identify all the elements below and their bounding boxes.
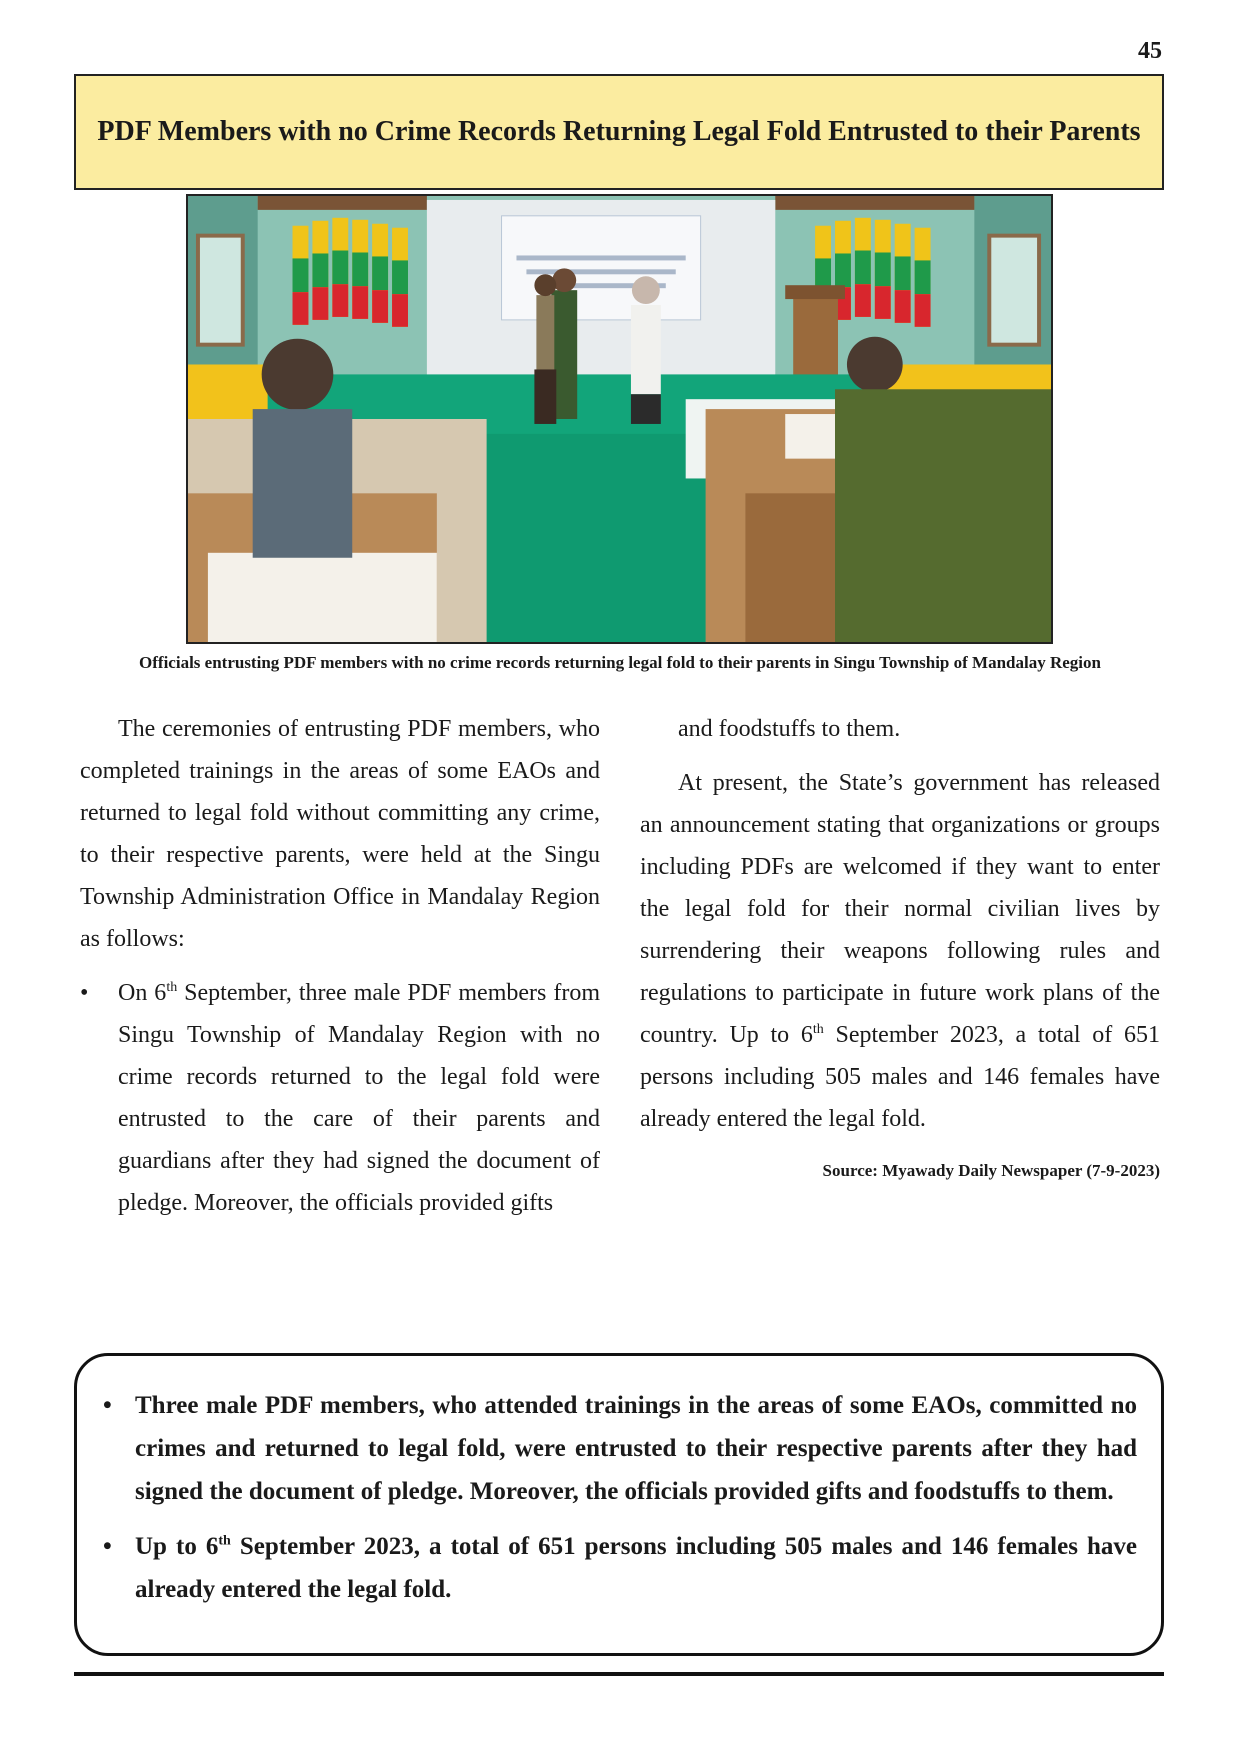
- right-column: [640, 708, 1160, 1192]
- highlight-item: [97, 1384, 1137, 1513]
- left-column: [80, 708, 600, 1224]
- bottom-divider: [74, 1672, 1164, 1676]
- bullet-paragraph: On 6th September, three male PDF members from Singu Township of Mandalay Region with no crime records returned to the legal fold were entrusted to the care of their parents and guardians after they had signed the document of pledge. Moreover, the officials provided gifts: [118, 980, 600, 1216]
- highlight-text: Three male PDF members, who attended trainings in the areas of some EAOs, committed no crimes and returned to legal fold, were entrusted to their respective parents after they had signed the document of pledge. Moreover, the officials provided gifts and foodstuffs to them.: [135, 1392, 1137, 1505]
- list-item: [80, 972, 600, 1224]
- ceremony-photo: [186, 194, 1053, 644]
- intro-paragraph: The ceremonies of entrusting PDF members, who completed trainings in the areas of some EAOs and returned to legal fold without committing any crime, to their respective parents, were held at the Singu Township Administration Office in Mandalay Region as follows:: [80, 716, 600, 952]
- source-citation: Source: Myawady Daily Newspaper (7-9-2023): [822, 1161, 1160, 1180]
- bullet-marker: •: [103, 1392, 112, 1419]
- page-number: 45: [1138, 38, 1162, 64]
- highlights-box: [74, 1353, 1164, 1656]
- highlight-text: Up to 6th September 2023, a total of 651 persons including 505 males and 146 females have already entered the legal fold.: [135, 1533, 1137, 1603]
- highlight-item: [97, 1525, 1137, 1611]
- ceremony-photo-illustration: [188, 196, 1051, 642]
- bullet-marker: •: [103, 1533, 112, 1560]
- article-title-box: [74, 74, 1164, 190]
- article-title: PDF Members with no Crime Records Returning Legal Fold Entrusted to their Parents: [97, 116, 1141, 147]
- bullet-marker: •: [80, 980, 89, 1006]
- continuation-text: and foodstuffs to them.: [678, 716, 901, 742]
- announcement-paragraph: At present, the State’s government has released an announcement stating that organizations or groups including PDFs are welcomed if they want to enter the legal fold for their normal civilian lives by surrendering their weapons following rules and regulations to participate in future work plans of the country. Up to 6th September 2023, a total of 651 persons including 505 males and 146 females have already entered the legal fold.: [640, 770, 1160, 1132]
- photo-caption: Officials entrusting PDF members with no crime records returning legal fold to their parents in Singu Township of Mandalay Region: [139, 653, 1101, 672]
